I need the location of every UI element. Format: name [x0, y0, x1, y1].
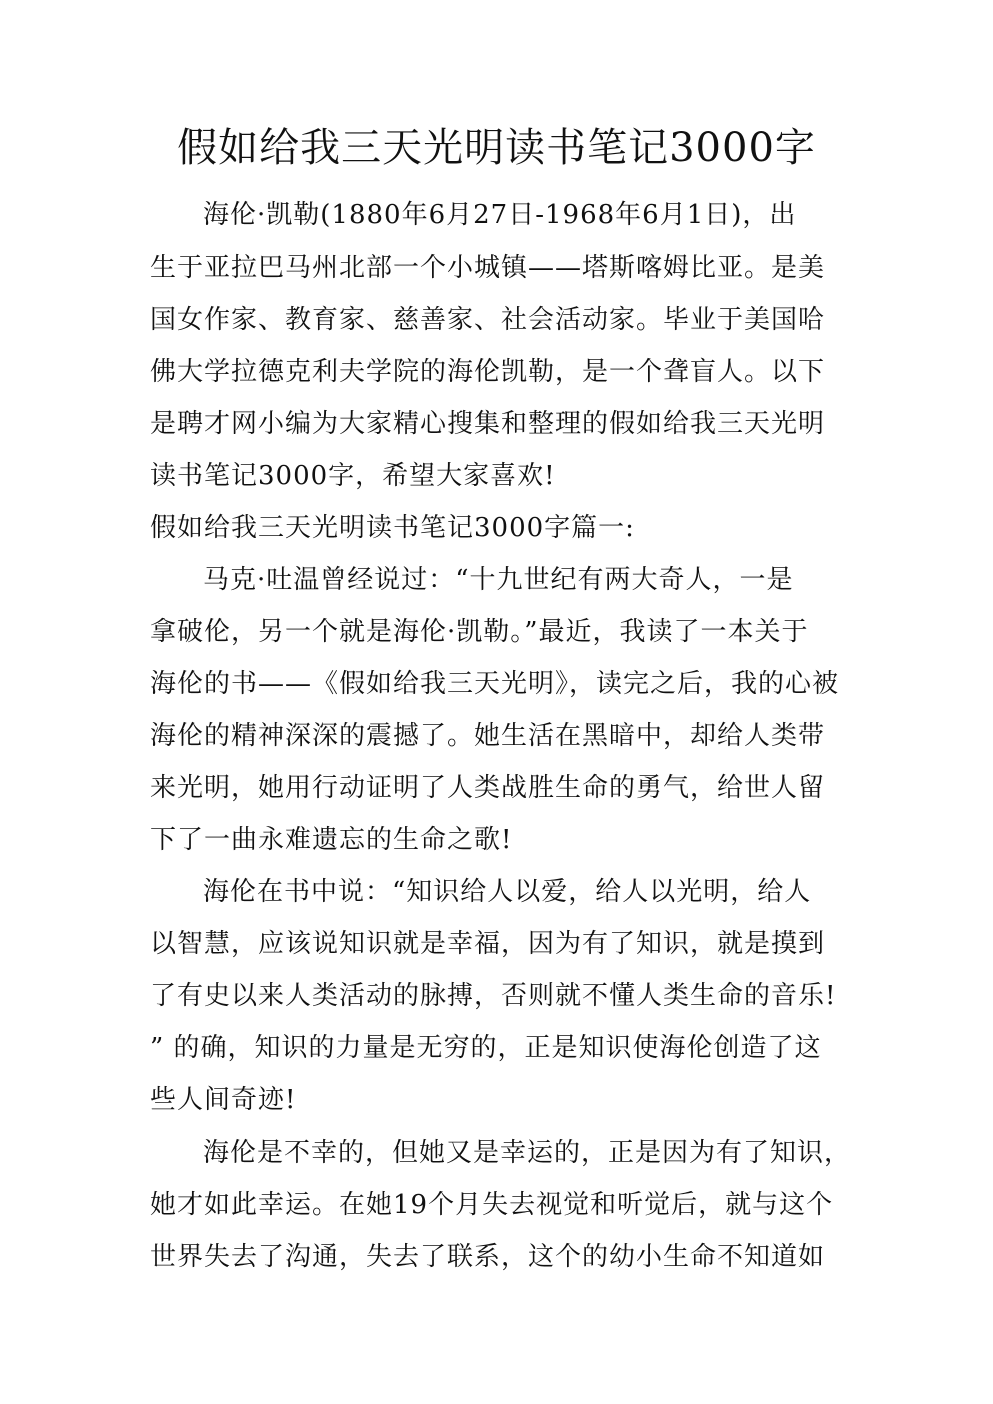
paragraph-line: 拿破伦，另一个就是海伦·凯勒。”最近，我读了一本关于	[150, 617, 809, 647]
paragraph-line: 海伦在书中说：“知识给人以爱，给人以光明，给人	[203, 877, 812, 907]
paragraph-line: ” 的确，知识的力量是无穷的，正是知识使海伦创造了这	[150, 1033, 822, 1063]
paragraph-line: 海伦·凯勒(1880年6月27日-1968年6月1日)，出	[203, 200, 797, 230]
paragraph-line: 马克·吐温曾经说过：“十九世纪有两大奇人，一是	[203, 565, 794, 595]
paragraph-line: 以智慧，应该说知识就是幸福，因为有了知识，就是摸到	[150, 929, 826, 959]
paragraph-line: 来光明，她用行动证明了人类战胜生命的勇气，给世人留	[150, 773, 826, 803]
paragraph-line: 国女作家、教育家、慈善家、社会活动家。毕业于美国哈	[150, 305, 826, 335]
paragraph-line: 海伦的精神深深的震撼了。她生活在黑暗中，却给人类带	[150, 721, 826, 751]
paragraph-line: 佛大学拉德克利夫学院的海伦凯勒，是一个聋盲人。以下	[150, 357, 826, 387]
paragraph-line: 生于亚拉巴马州北部一个小城镇——塔斯喀姆比亚。是美	[150, 253, 826, 283]
paragraph-line: 些人间奇迹!	[150, 1085, 297, 1115]
paragraph-line: 下了一曲永难遗忘的生命之歌!	[150, 825, 513, 855]
document-title: 假如给我三天光明读书笔记3000字	[177, 125, 816, 171]
paragraph-line: 海伦是不幸的，但她又是幸运的，正是因为有了知识，	[203, 1138, 852, 1168]
paragraph-line: 是聘才网小编为大家精心搜集和整理的假如给我三天光明	[150, 409, 826, 439]
paragraph-line: 海伦的书——《假如给我三天光明》，读完之后，我的心被	[150, 669, 840, 699]
paragraph-line: 了有史以来人类活动的脉搏，否则就不懂人类生命的音乐!	[150, 981, 837, 1011]
paragraph-line: 读书笔记3000字，希望大家喜欢!	[150, 461, 556, 491]
paragraph-line: 世界失去了沟通，失去了联系，这个的幼小生命不知道如	[150, 1242, 826, 1272]
section-heading: 假如给我三天光明读书笔记3000字篇一:	[150, 513, 635, 543]
paragraph-line: 她才如此幸运。在她19个月失去视觉和听觉后，就与这个	[150, 1190, 834, 1220]
